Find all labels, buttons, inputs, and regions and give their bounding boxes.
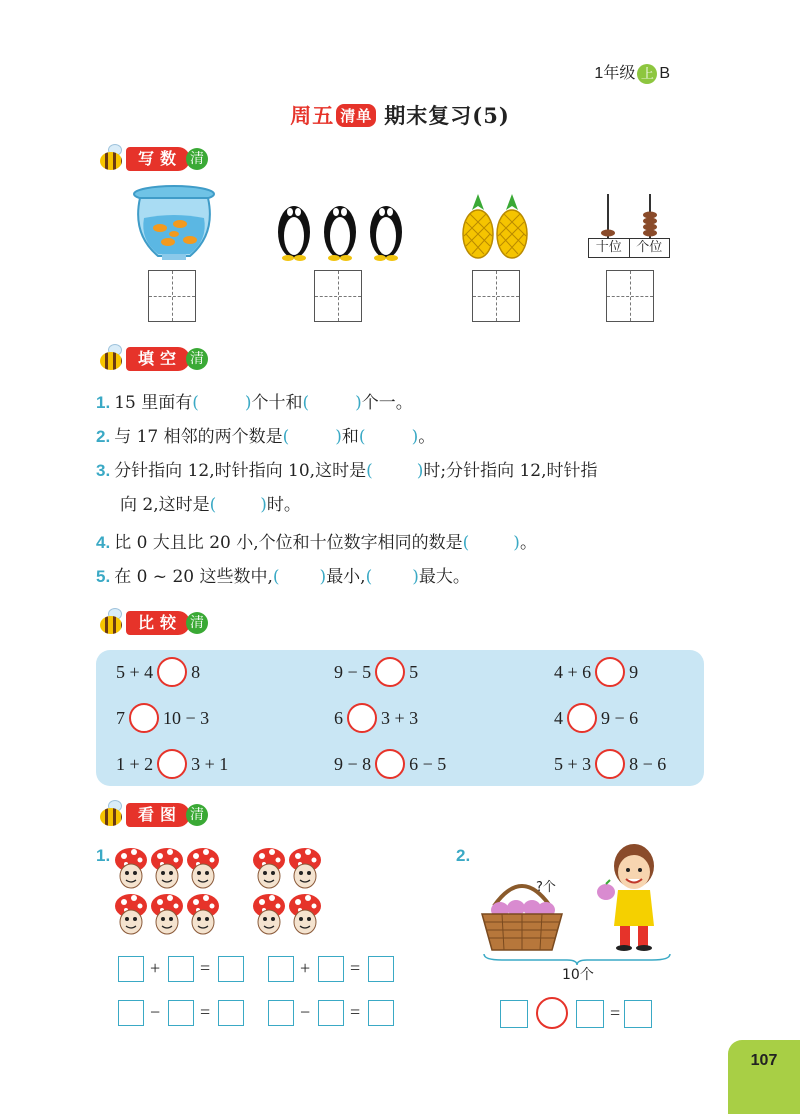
fill-question-3 — [96, 458, 598, 484]
answer-grid[interactable] — [148, 270, 196, 322]
answer-blank[interactable]: ( ) — [302, 393, 362, 413]
page-title — [0, 100, 800, 130]
question-number: 1. — [96, 393, 111, 412]
abacus-tens-label: 十位 — [589, 239, 630, 257]
answer-blank[interactable]: ( ) — [462, 533, 520, 553]
question-text: 。 — [519, 533, 537, 553]
answer-box[interactable] — [268, 1000, 294, 1026]
question-text: 在 0 ~ 20 这些数中, — [114, 567, 273, 587]
fill-question-5 — [96, 564, 470, 590]
section-compare-mark: 清 — [186, 612, 208, 634]
title-day: 周五 — [290, 103, 335, 128]
fill-question-1 — [96, 390, 413, 416]
answer-blank[interactable]: ( ) — [192, 393, 252, 413]
answer-blank[interactable]: ( ) — [358, 427, 419, 447]
section-write-mark: 清 — [186, 148, 208, 170]
question-text: 个一。 — [361, 393, 413, 413]
question-number: 5. — [96, 567, 111, 586]
compare-item — [554, 749, 666, 779]
minus-sign: − — [150, 1002, 161, 1022]
equals-sign: = — [350, 958, 361, 978]
answer-grid[interactable] — [314, 270, 362, 322]
compare-right: 8 — [191, 661, 201, 682]
question-text: 时。 — [266, 495, 301, 515]
compare-circle[interactable] — [595, 657, 625, 687]
title-topic: 期末复习(5) — [384, 103, 510, 128]
compare-item — [116, 749, 228, 779]
abacus-icon — [588, 192, 670, 238]
compare-right: 5 — [409, 661, 419, 682]
question-number: 4. — [96, 533, 111, 552]
picture-question-1-number: 1. — [96, 846, 111, 865]
compare-circle[interactable] — [375, 749, 405, 779]
bee-icon — [96, 144, 126, 174]
section-write-badge — [96, 144, 208, 174]
fill-question-2 — [96, 424, 435, 450]
compare-item — [116, 657, 200, 687]
answer-box[interactable] — [218, 956, 244, 982]
compare-left: 1 + 2 — [116, 753, 154, 774]
answer-box[interactable] — [218, 1000, 244, 1026]
compare-circle[interactable] — [375, 657, 405, 687]
question-text: 个十和 — [251, 393, 303, 413]
compare-left: 7 — [116, 707, 125, 728]
question-number: 2. — [96, 427, 111, 446]
compare-item — [554, 657, 638, 687]
equals-sign: = — [610, 1003, 621, 1023]
question-text: 分针指向 12,时针指向 10,这时是 — [114, 461, 367, 481]
equals-sign: = — [200, 958, 211, 978]
pineapples-icon — [460, 190, 532, 262]
compare-item — [334, 657, 418, 687]
answer-blank[interactable]: ( ) — [209, 495, 267, 515]
question-text: 。 — [418, 427, 436, 447]
compare-left: 6 — [334, 707, 343, 728]
fishbowl-icon — [128, 184, 220, 262]
page-number: 107 — [728, 1040, 800, 1114]
answer-box[interactable] — [168, 1000, 194, 1026]
equals-sign: = — [350, 1002, 361, 1022]
answer-blank[interactable]: ( ) — [366, 461, 424, 481]
section-picture-label: 看图 — [126, 803, 190, 827]
section-write-label: 写数 — [126, 147, 190, 171]
compare-right: 6 − 5 — [409, 753, 447, 774]
boy-with-peach-icon — [596, 842, 670, 952]
question-text: 时;分针指向 12,时针指 — [423, 461, 598, 481]
compare-left: 9 − 5 — [334, 661, 372, 682]
grade-label — [594, 60, 670, 84]
answer-box[interactable] — [318, 1000, 344, 1026]
compare-right: 10 − 3 — [163, 707, 210, 728]
compare-item — [116, 703, 209, 733]
answer-box[interactable] — [624, 1000, 652, 1028]
compare-circle[interactable] — [157, 657, 187, 687]
compare-left: 5 + 4 — [116, 661, 154, 682]
section-compare-badge — [96, 608, 208, 638]
question-text: 与 17 相邻的两个数是 — [114, 427, 283, 447]
compare-right: 9 — [629, 661, 639, 682]
compare-item — [334, 749, 446, 779]
fill-question-3-cont — [120, 492, 301, 518]
compare-left: 5 + 3 — [554, 753, 592, 774]
compare-circle[interactable] — [157, 749, 187, 779]
answer-box[interactable] — [500, 1000, 528, 1028]
section-picture-badge — [96, 800, 208, 830]
abacus-ones-label: 个位 — [636, 240, 663, 255]
compare-left: 9 − 8 — [334, 753, 372, 774]
section-fill-mark: 清 — [186, 348, 208, 370]
compare-right: 3 + 3 — [381, 707, 419, 728]
answer-box[interactable] — [118, 956, 144, 982]
minus-sign: − — [300, 1002, 311, 1022]
compare-right: 9 − 6 — [601, 707, 639, 728]
section-picture-mark: 清 — [186, 804, 208, 826]
answer-grid[interactable] — [472, 270, 520, 322]
question-text: 最小, — [326, 567, 366, 587]
bee-icon — [96, 344, 126, 374]
bee-icon — [96, 800, 126, 830]
answer-box[interactable] — [318, 956, 344, 982]
plus-sign: + — [150, 958, 161, 978]
question-number: 3. — [96, 461, 111, 480]
abacus — [588, 192, 670, 262]
answer-blank[interactable]: ( ) — [282, 427, 342, 447]
answer-grid[interactable] — [606, 270, 654, 322]
answer-box[interactable] — [268, 956, 294, 982]
section-fill-label: 填空 — [126, 347, 190, 371]
title-badge: 清单 — [336, 104, 376, 127]
answer-box[interactable] — [168, 956, 194, 982]
section-fill-badge — [96, 344, 208, 374]
answer-box[interactable] — [576, 1000, 604, 1028]
compare-circle[interactable] — [347, 703, 377, 733]
compare-circle[interactable] — [567, 703, 597, 733]
answer-box[interactable] — [118, 1000, 144, 1026]
compare-item — [554, 703, 638, 733]
compare-left: 4 + 6 — [554, 661, 592, 682]
unknown-count-label: ?个 — [536, 880, 556, 895]
answer-box[interactable] — [368, 956, 394, 982]
bee-icon — [96, 608, 126, 638]
operator-circle[interactable] — [536, 997, 568, 1029]
compare-circle[interactable] — [595, 749, 625, 779]
compare-right: 8 − 6 — [629, 753, 667, 774]
mushrooms-right-icon — [252, 846, 328, 938]
compare-right: 3 + 1 — [191, 753, 229, 774]
compare-circle[interactable] — [129, 703, 159, 733]
plus-sign: + — [300, 958, 311, 978]
answer-blank[interactable]: ( ) — [272, 567, 327, 587]
question-text: 15 里面有 — [114, 393, 193, 413]
question-text: 最大。 — [418, 567, 470, 587]
penguins-icon — [272, 198, 408, 262]
compare-left: 4 — [554, 707, 563, 728]
question-text: 和 — [341, 427, 359, 447]
mushrooms-left-icon — [114, 846, 226, 938]
picture-question-2-number: 2. — [456, 846, 471, 865]
grade-text: 1年级 — [594, 65, 636, 82]
fill-question-4 — [96, 530, 537, 556]
compare-item — [334, 703, 418, 733]
section-compare-label: 比较 — [126, 611, 190, 635]
answer-box[interactable] — [368, 1000, 394, 1026]
total-count-label: 10个 — [562, 967, 594, 983]
answer-blank[interactable]: ( ) — [365, 567, 419, 587]
grade-edition: B — [659, 65, 670, 82]
question-text: 比 0 大且比 20 小,个位和十位数字相同的数是 — [114, 533, 463, 553]
grade-badge: 上 — [637, 64, 657, 84]
question-text: 向 2,这时是 — [120, 495, 210, 515]
equals-sign: = — [200, 1002, 211, 1022]
